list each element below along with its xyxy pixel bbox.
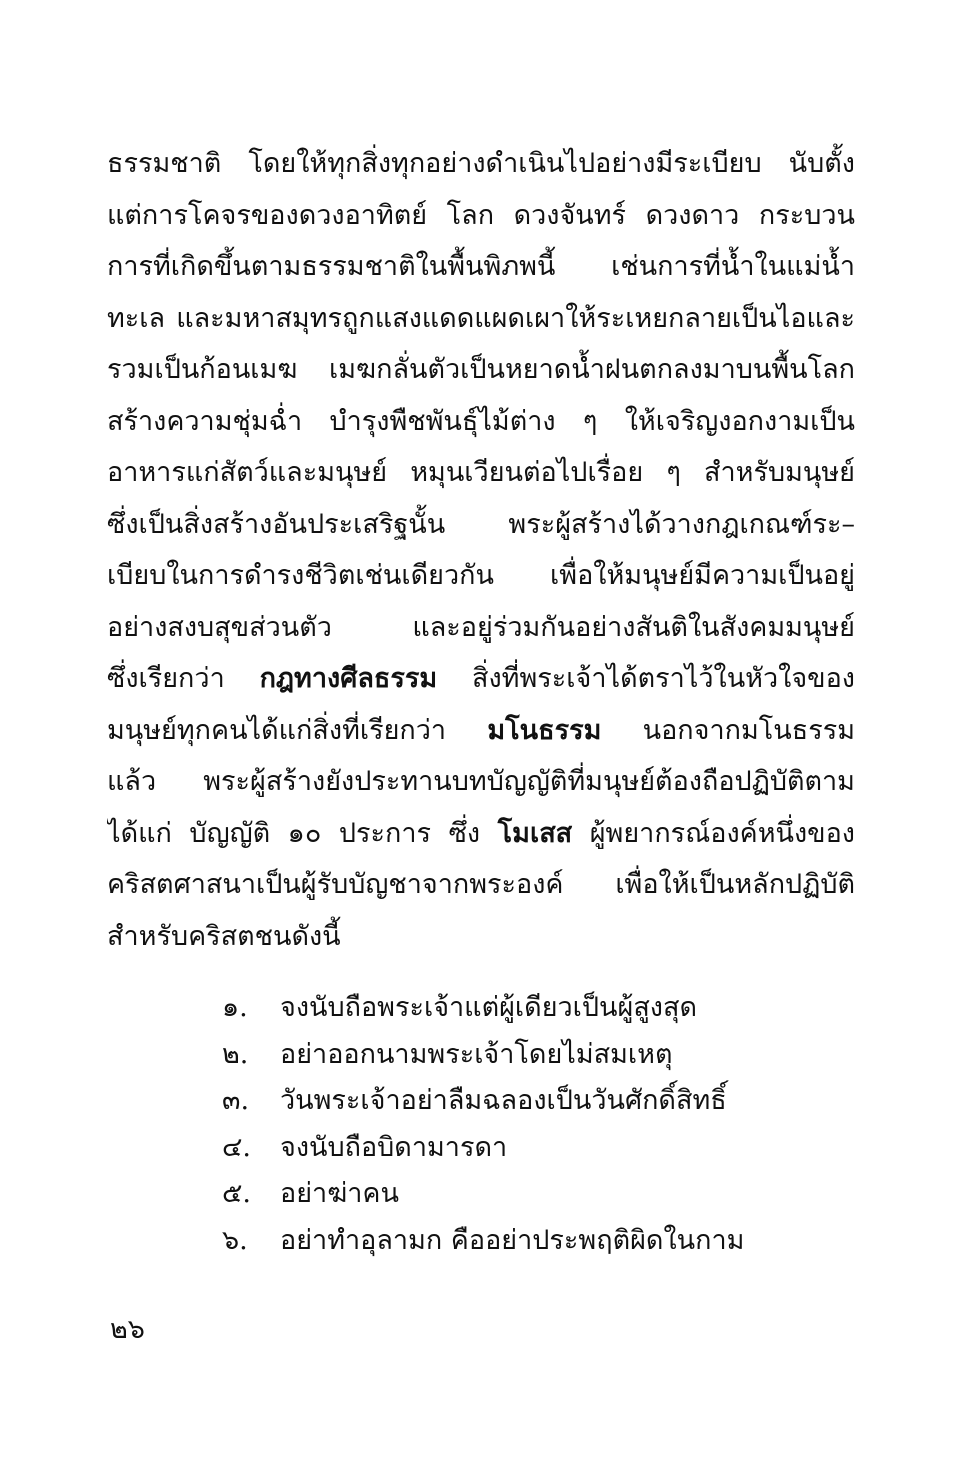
text-segment: แต่การโคจรของดวงอาทิตย์ โลก ดวงจันทร์ ดวงดาว กระบวน — [107, 199, 855, 231]
text-line — [107, 293, 855, 345]
commandment-number: ๑. — [222, 992, 248, 1023]
commandment-number: ๔. — [222, 1131, 252, 1163]
text-segment: การที่เกิดขึ้นตามธรรมชาติในพื้นพิภพนี้ เช่นการที่น้ำในแม่น้ำ — [107, 251, 855, 282]
commandment-item — [222, 1218, 744, 1265]
text-line — [107, 550, 855, 602]
text-line — [107, 911, 855, 963]
text-line — [107, 756, 855, 808]
commandment-number: ๕. — [222, 1178, 252, 1209]
bold-term: มโนธรรม — [487, 714, 602, 746]
commandment-number: ๖. — [222, 1224, 248, 1256]
text-segment: สำหรับคริสตชนดังนี้ — [107, 920, 341, 952]
body-paragraph — [107, 138, 855, 962]
text-segment: ผู้พยากรณ์องค์หนึ่งของ — [572, 817, 855, 849]
commandment-text: อย่าออกนามพระเจ้าโดยไม่สมเหตุ — [280, 1038, 673, 1070]
bold-term: โมเสส — [497, 817, 573, 849]
text-segment: แล้ว พระผู้สร้างยังประทานบทบัญญัติที่มนุษย์ต้องถือปฏิบัติตาม — [107, 766, 855, 797]
commandment-text: จงนับถือพระเจ้าแต่ผู้เดียวเป็นผู้สูงสุด — [280, 992, 697, 1023]
commandment-item — [222, 1078, 744, 1125]
text-segment: เบียบในการดำรงชีวิตเช่นเดียวกัน เพื่อให้มนุษย์มีความเป็นอยู่ — [107, 560, 855, 591]
text-segment: อย่างสงบสุขส่วนตัว และอยู่ร่วมกันอย่างสันติในสังคมมนุษย์ — [107, 611, 855, 643]
commandment-number: ๓. — [222, 1085, 250, 1116]
commandment-text: อย่าทำอุลามก คืออย่าประพฤติผิดในกาม — [280, 1224, 745, 1256]
text-segment: สร้างความชุ่มฉ่ำ บำรุงพืชพันธุ์ไม้ต่าง ๆ ให้เจริญงอกงามเป็น — [107, 405, 855, 437]
commandment-item — [222, 1032, 744, 1079]
text-line — [107, 447, 855, 499]
page-number: ๒๖ — [110, 1314, 145, 1345]
text-segment: นอกจากมโนธรรม — [601, 714, 855, 746]
text-line — [107, 138, 855, 190]
text-line — [107, 344, 855, 396]
text-line — [107, 653, 855, 705]
commandment-item — [222, 985, 744, 1032]
text-line — [107, 190, 855, 242]
text-line — [107, 396, 855, 448]
commandment-number: ๒. — [222, 1038, 249, 1070]
commandment-item — [222, 1171, 744, 1218]
text-segment: ธรรมชาติ โดยให้ทุกสิ่งทุกอย่างดำเนินไปอย่างมีระเบียบ นับตั้ง — [107, 148, 855, 179]
text-line — [107, 808, 855, 860]
text-segment: ทะเล และมหาสมุทรถูกแสงแดดแผดเผาให้ระเหยกลายเป็นไอและ — [107, 302, 855, 334]
text-line — [107, 602, 855, 654]
text-line — [107, 499, 855, 551]
text-line — [107, 859, 855, 911]
text-segment: ซึ่งเรียกว่า — [107, 663, 260, 694]
text-segment: รวมเป็นก้อนเมฆ เมฆกลั่นตัวเป็นหยาดน้ำฝนตกลงมาบนพื้นโลก — [107, 354, 855, 385]
commandments-list — [222, 985, 744, 1264]
text-segment: อาหารแก่สัตว์และมนุษย์ หมุนเวียนต่อไปเรื่อย ๆ สำหรับมนุษย์ — [107, 457, 855, 488]
commandment-text: อย่าฆ่าคน — [280, 1178, 399, 1209]
text-segment: ได้แก่ บัญญัติ ๑๐ ประการ ซึ่ง — [107, 817, 498, 849]
text-segment: มนุษย์ทุกคนได้แก่สิ่งที่เรียกว่า — [107, 714, 488, 746]
text-segment: สิ่งที่พระเจ้าได้ตราไว้ในหัวใจของ — [437, 663, 855, 694]
commandment-item — [222, 1125, 744, 1172]
text-line — [107, 705, 855, 757]
text-segment: คริสตศาสนาเป็นผู้รับบัญชาจากพระองค์ เพื่อให้เป็นหลักปฏิบัติ — [107, 869, 855, 900]
bold-term: กฎทางศีลธรรม — [259, 663, 438, 694]
text-segment: ซึ่งเป็นสิ่งสร้างอันประเสริฐนั้น พระผู้สร้างได้วางกฎเกณฑ์ระ– — [107, 508, 855, 540]
commandment-text: วันพระเจ้าอย่าลืมฉลองเป็นวันศักดิ์สิทธิ์ — [280, 1085, 727, 1116]
text-line — [107, 241, 855, 293]
commandment-text: จงนับถือบิดามารดา — [280, 1131, 508, 1163]
